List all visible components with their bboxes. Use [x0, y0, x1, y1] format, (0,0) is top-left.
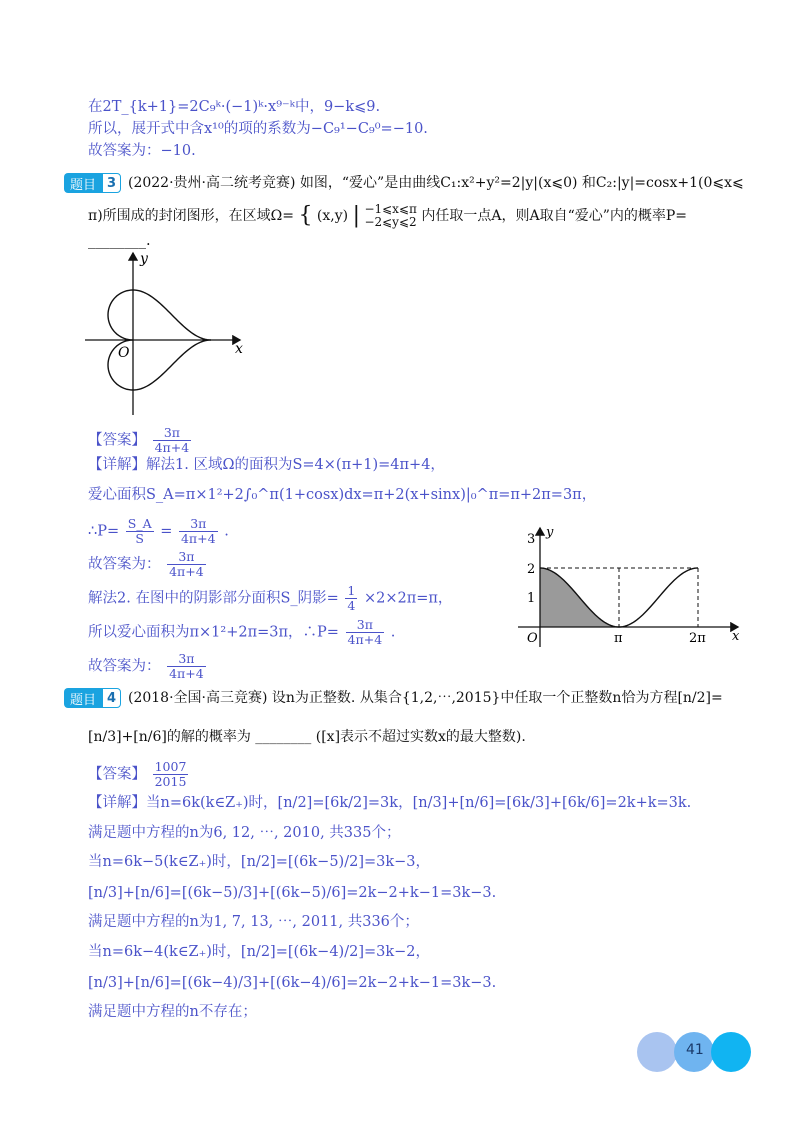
- heart-figure: [80, 245, 260, 420]
- y-tick-1: 1: [527, 591, 536, 606]
- problem-3-detail-line-1: [88, 455, 445, 475]
- method2-line-2: [88, 618, 395, 647]
- prev-solution-line-3: 故答案为：−10.: [88, 143, 196, 159]
- method1-ans-den: 4π+4: [169, 564, 204, 579]
- detail-tag: 【详解】: [88, 795, 146, 811]
- x-tick-pi: π: [614, 631, 623, 646]
- method1-f2-num: 3π: [179, 517, 218, 532]
- p4-line-7: [n/3]+[n/6]=[(6k−4)/3]+[(6k−4)/6]=2k−2+k−1=3k−3.: [88, 975, 497, 991]
- method2-answer: [88, 652, 208, 681]
- method1-line-2: 爱心面积S_A=π×1²+2∫₀^π(1+cosx)dx=π+2(x+sinx)|₀^π=π+2π=3π，: [88, 487, 597, 503]
- problem-badge-number: 3: [102, 173, 121, 193]
- answer-num: 3π: [153, 426, 192, 441]
- method2-ans-pre: 故答案为：: [88, 658, 161, 675]
- problem-3-blank: ________.: [88, 233, 151, 249]
- p4-line-3: 当n=6k−5(k∈Z₊)时，[n/2]=[(6k−5)/2]=3k−3，: [88, 854, 431, 870]
- method2-line2-fden: 4π+4: [347, 632, 383, 647]
- problem-badge-number: 4: [102, 688, 121, 708]
- method1-line3-post: .: [224, 523, 229, 540]
- region-cond-2: −2⩽y⩽2: [364, 215, 417, 229]
- p4-line-2: 满足题中方程的n为6, 12, ⋯, 2010, 共335个；: [88, 825, 401, 841]
- detail-tag: 【详解】: [88, 457, 146, 473]
- method1-line-1: 解法1. 区域Ω的面积为S=4×(π+1)=4π+4，: [146, 457, 445, 473]
- problem-3-text-line-2: π)所围成的封闭图形，在区域Ω= { (x,y) | −1⩽x⩽π −2⩽y⩽2 内任取一点A，则A取自“爱心”内的概率P=: [88, 202, 688, 229]
- method1-f1-den: S: [135, 531, 144, 546]
- problem-4-badge: [64, 688, 121, 708]
- problem-3-text-2a: π)所围成的封闭图形，在区域Ω=: [88, 208, 295, 224]
- answer-tag: 【答案】: [88, 766, 146, 783]
- problem-4-text-line-2: [n/3]+[n/6]的解的概率为 ________ ([x]表示不超过实数x的最大整数).: [88, 729, 526, 745]
- y-tick-3: 3: [527, 532, 536, 547]
- region-cond-1: −1⩽x⩽π: [364, 202, 417, 216]
- problem-3-answer: [88, 426, 193, 455]
- cos-y-label: y: [546, 525, 554, 540]
- method1-f1-num: S_A: [127, 516, 152, 531]
- problem-4-detail-line-1: [88, 793, 691, 813]
- method1-line3-pre: ∴P=: [88, 523, 120, 540]
- p4-line-5: 满足题中方程的n为1, 7, 13, ⋯, 2011, 共336个；: [88, 914, 419, 930]
- method2-line1-fnum: 1: [347, 583, 356, 598]
- y-tick-2: 2: [527, 562, 536, 577]
- problem-4-text-line-1: (2018·全国·高三竞赛) 设n为正整数. 从集合{1,2,⋯,2015}中任取一个正整数n恰为方程[n/2]=: [128, 690, 723, 706]
- method2-ans-den: 4π+4: [169, 666, 204, 681]
- method2-line1-pre: 解法2. 在图中的阴影部分面积S_阴影=: [88, 590, 339, 607]
- cosine-figure: [510, 522, 750, 652]
- prev-solution-line-1: 在2T_{k+1}=2C₉ᵏ·(−1)ᵏ·x⁹⁻ᵏ中，9−k⩽9.: [88, 99, 381, 115]
- page-circle-right: [711, 1032, 751, 1072]
- answer-den: 2015: [154, 774, 187, 789]
- page-circle-left: [637, 1032, 677, 1072]
- problem-3-badge: [64, 173, 121, 193]
- answer-den: 4π+4: [154, 440, 190, 455]
- page-number: 41: [686, 1042, 704, 1058]
- p4-line-8: 满足题中方程的n不存在；: [88, 1004, 257, 1020]
- method2-line2-pre: 所以爱心面积为π×1²+2π=3π，∴P=: [88, 624, 339, 641]
- problem-badge-label: 题目: [64, 173, 102, 193]
- method1-f2-den: 4π+4: [180, 531, 216, 546]
- answer-tag: 【答案】: [88, 432, 146, 449]
- method2-line2-post: .: [390, 624, 396, 641]
- p4-line-6: 当n=6k−4(k∈Z₊)时，[n/2]=[(6k−4)/2]=3k−2，: [88, 944, 431, 960]
- method2-line-1: [88, 584, 452, 613]
- method2-line2-fnum: 3π: [346, 618, 385, 633]
- method1-answer: [88, 550, 208, 579]
- problem-3-text-2b: 内任取一点A，则A取自“爱心”内的概率P=: [421, 208, 688, 224]
- p4-line-1: 当n=6k(k∈Z₊)时，[n/2]=[6k/2]=3k，[n/3]+[n/6]=[6k/3]+[6k/6]=2k+k=3k.: [146, 795, 692, 811]
- region-set: (x,y): [316, 208, 349, 224]
- answer-num: 1007: [154, 759, 187, 774]
- method1-ans-pre: 故答案为：: [88, 556, 161, 573]
- cos-origin-label: O: [527, 631, 538, 646]
- problem-badge-label: 题目: [64, 688, 102, 708]
- prev-solution-line-2: 所以，展开式中含x¹⁰的项的系数为−C₉¹−C₉⁰=−10.: [88, 121, 428, 137]
- x-tick-2pi: 2π: [689, 631, 706, 646]
- method2-line1-fden: 4: [347, 598, 356, 613]
- method1-ans-num: 3π: [167, 550, 206, 565]
- method1-line-3: [88, 517, 229, 546]
- heart-x-label: x: [235, 341, 243, 357]
- heart-y-label: y: [140, 251, 148, 267]
- method1-eq: =: [160, 523, 173, 540]
- problem-4-answer: [88, 760, 190, 789]
- method2-line1-post: ×2×2π=π，: [363, 590, 453, 607]
- heart-origin-label: O: [118, 345, 130, 361]
- method2-ans-num: 3π: [167, 652, 206, 667]
- cos-x-label: x: [732, 629, 740, 644]
- problem-3-text-line-1: (2022·贵州·高二统考竞赛) 如图，“爱心”是由曲线C₁:x²+y²=2|y|(x⩽0) 和C₂:|y|=cosx+1(0⩽x⩽: [128, 175, 744, 191]
- p4-line-4: [n/3]+[n/6]=[(6k−5)/3]+[(6k−5)/6]=2k−2+k−1=3k−3.: [88, 885, 497, 901]
